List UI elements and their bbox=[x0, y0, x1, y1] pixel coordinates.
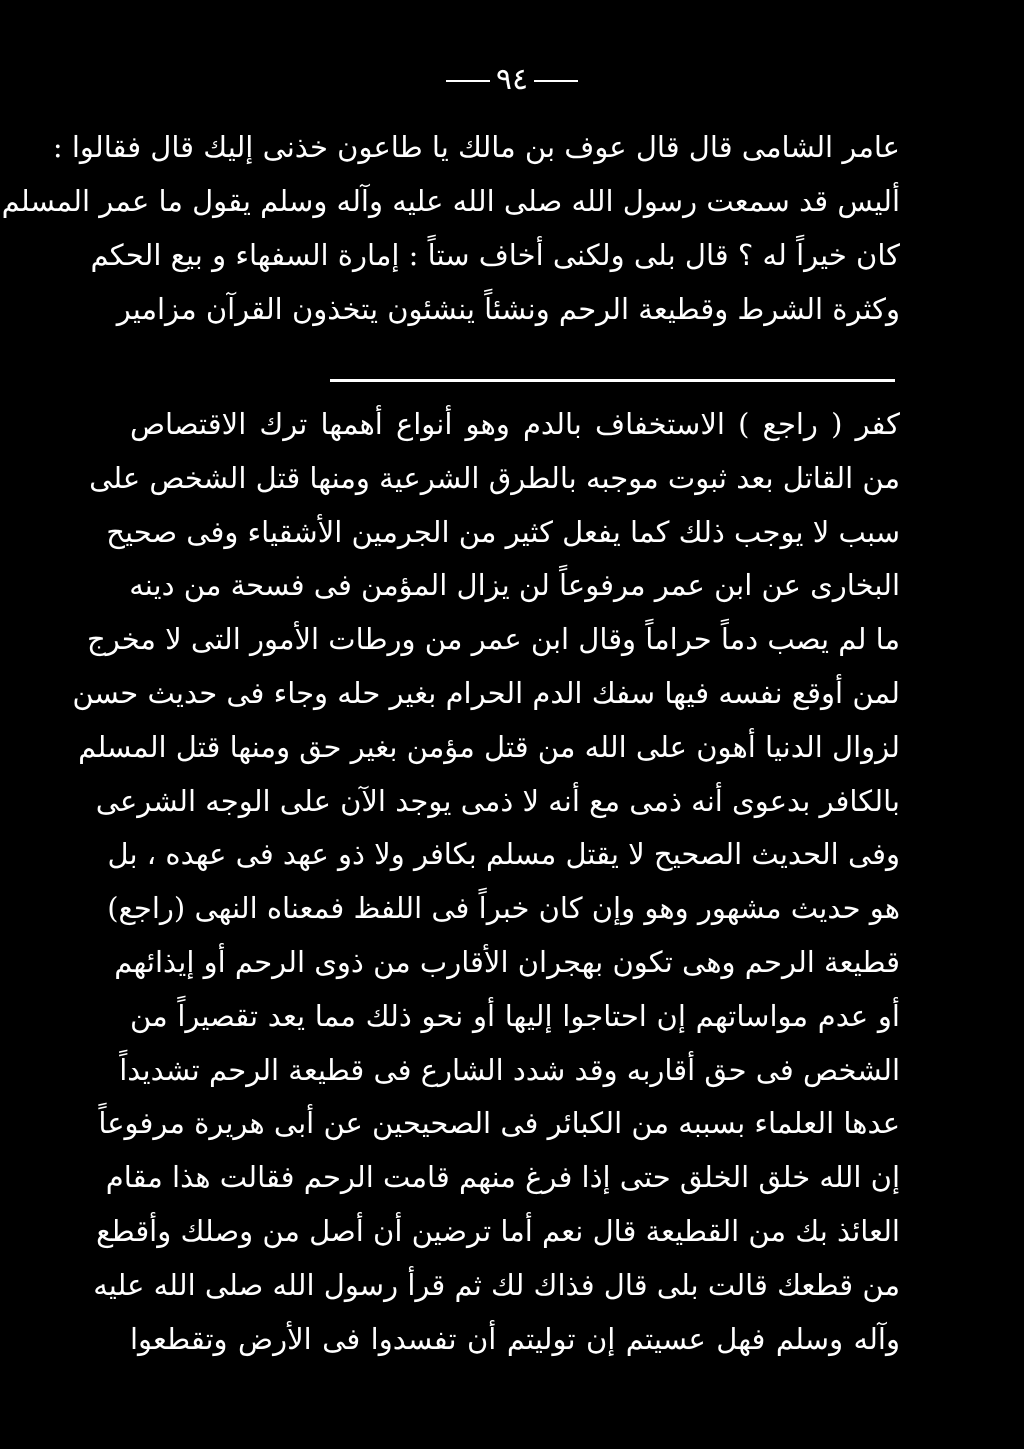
main-text-line: كان خيراً له ؟ قال بلى ولكنى أخاف ستاً : إمارة السفهاء و بيع الحكم bbox=[90, 238, 900, 272]
footnote-divider bbox=[330, 379, 895, 382]
main-text-block bbox=[1, 120, 900, 336]
footnote-line: ما لم يصب دماً حراماً وقال ابن عمر من ورطات الأمور التى لا مخرج bbox=[86, 622, 900, 657]
footnote-line: البخارى عن ابن عمر مرفوعاً لن يزال المؤمن فى فسحة من دينه bbox=[129, 568, 900, 603]
footnote-line: من القاتل بعد ثبوت موجبه بالطرق الشرعية ومنها قتل الشخص على bbox=[89, 460, 900, 495]
main-text-line: أليس قد سمعت رسول الله صلى الله عليه وآله وسلم يقول ما عمر المسلم bbox=[1, 184, 900, 218]
footnote-line: لزوال الدنيا أهون على الله من قتل مؤمن بغير حق ومنها قتل المسلم bbox=[78, 729, 900, 764]
left-dash bbox=[446, 80, 490, 82]
footnote-line: إن الله خلق الخلق حتى إذا فرغ منهم قامت الرحم فقالت هذا مقام bbox=[105, 1160, 900, 1195]
footnote-line: سبب لا يوجب ذلك كما يفعل كثير من الجرمين الأشقياء وفى صحيح bbox=[106, 514, 900, 549]
footnote-line: عدها العلماء بسببه من الكبائر فى الصحيحين عن أبى هريرة مرفوعاً bbox=[98, 1106, 900, 1141]
footnote-block bbox=[72, 398, 900, 1366]
footnote-line: من قطعك قالت بلى قال فذاك لك ثم قرأ رسول الله صلى الله عليه bbox=[93, 1267, 900, 1302]
page-number-value: ٩٤ bbox=[495, 62, 529, 97]
footnote-line: العائذ بك من القطيعة قال نعم أما ترضين أن أصل من وصلك وأقطع bbox=[96, 1213, 900, 1248]
footnote-line: وآله وسلم فهل عسيتم إن توليتم أن تفسدوا فى الأرض وتقطعوا bbox=[130, 1321, 900, 1356]
footnote-line: وفى الحديث الصحيح لا يقتل مسلم بكافر ولا ذو عهد فى عهده ، بل bbox=[107, 837, 900, 872]
page-number bbox=[0, 62, 1024, 97]
footnote-line: الشخص فى حق أقاربه وقد شدد الشارع فى قطيعة الرحم تشديداً bbox=[119, 1052, 900, 1087]
footnote-line: كفر ( راجع ) الاستخفاف بالدم وهو أنواع أهمها ترك الاقتصاص bbox=[130, 407, 900, 441]
main-text-line: عامر الشامى قال قال عوف بن مالك يا طاعون خذنى إليك قال فقالوا : bbox=[52, 130, 900, 164]
right-dash bbox=[534, 80, 578, 82]
footnote-line: أو عدم مواساتهم إن احتاجوا إليها أو نحو ذلك مما يعد تقصيراً من bbox=[130, 998, 900, 1033]
footnote-line: لمن أوقع نفسه فيها سفك الدم الحرام بغير حله وجاء فى حديث حسن bbox=[72, 675, 900, 710]
footnote-line: قطيعة الرحم وهى تكون بهجران الأقارب من ذوى الرحم أو إيذائهم bbox=[114, 944, 900, 979]
footnote-line: بالكافر بدعوى أنه ذمى مع أنه لا ذمى يوجد الآن على الوجه الشرعى bbox=[95, 783, 900, 818]
footnote-line: هو حديث مشهور وهو وإن كان خبراً فى اللفظ فمعناه النهى (راجع) bbox=[107, 891, 900, 926]
main-text-line: وكثرة الشرط وقطيعة الرحم ونشئاً ينشئون يتخذون القرآن مزامير bbox=[116, 292, 900, 326]
